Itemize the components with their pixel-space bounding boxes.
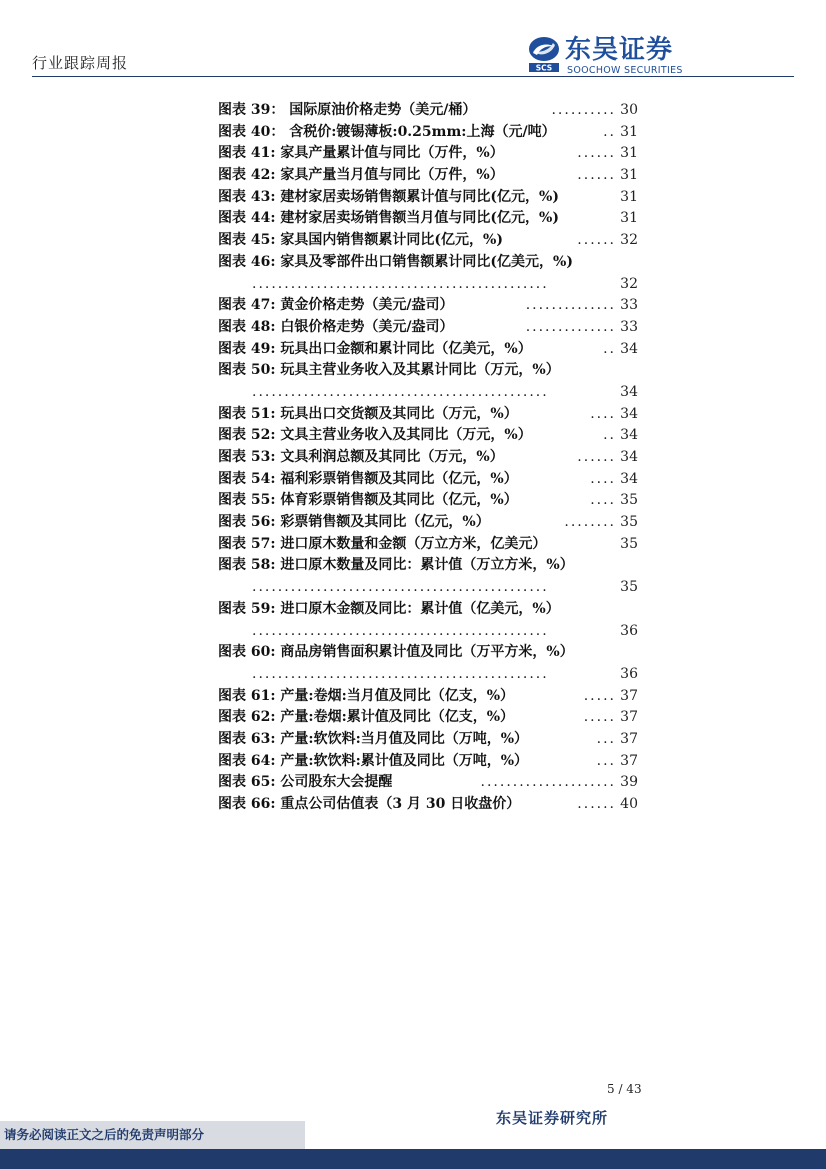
toc-entry[interactable] — [218, 187, 638, 209]
toc-leader-dots: .... — [586, 404, 616, 426]
toc-entry-label: 图表 47: 黄金价格走势（美元/盎司） — [218, 297, 454, 314]
toc-page-number: 31 — [618, 187, 638, 209]
toc-page-number: 34 — [618, 339, 638, 361]
toc-page-number: 33 — [618, 295, 638, 317]
toc-entry-label: 图表 48: 白银价格走势（美元/盎司） — [218, 318, 454, 335]
toc-entry[interactable] — [218, 360, 638, 382]
toc-entry[interactable] — [218, 772, 638, 794]
toc-entry-label: 图表 39： 国际原油价格走势（美元/桶） — [218, 102, 477, 118]
toc-page-number: 30 — [618, 100, 638, 122]
toc-entry-label: 图表 44: 建材家居卖场销售额当月值与同比(亿元，%) — [218, 210, 559, 227]
toc-entry-label: 图表 50: 玩具主营业务收入及其累计同比（万元，%） — [218, 362, 560, 379]
toc-entry[interactable] — [218, 469, 638, 491]
toc-page-number: 35 — [618, 490, 638, 512]
toc-continuation-line — [218, 274, 638, 296]
toc-entry[interactable] — [218, 208, 638, 230]
toc-entry[interactable] — [218, 599, 638, 621]
toc-page-number: 36 — [618, 621, 638, 643]
toc-entry[interactable] — [218, 100, 638, 122]
toc-page-number: 37 — [618, 729, 638, 751]
toc-leader-dots: .... — [586, 490, 616, 512]
toc-entry[interactable] — [218, 165, 638, 187]
toc-entry[interactable] — [218, 534, 638, 556]
toc-entry-label: 图表 41: 家具产量累计值与同比（万件，%） — [218, 145, 504, 162]
toc-entry-label: 图表 61: 产量:卷烟:当月值及同比（亿支，%） — [218, 687, 515, 704]
toc-entry[interactable] — [218, 794, 638, 816]
toc-entry-label: 图表 45: 家具国内销售额累计同比(亿元，%) — [218, 232, 503, 249]
toc-page-number: 37 — [618, 686, 638, 708]
toc-continuation-line — [218, 382, 638, 404]
toc-page-number: 34 — [618, 469, 638, 491]
toc-entry[interactable] — [218, 122, 638, 144]
toc-leader-dots: ...... — [573, 165, 616, 187]
institute-name: 东吴证券研究所 — [496, 1109, 609, 1127]
toc-page-number: 32 — [618, 230, 638, 252]
toc-page-number: 35 — [618, 577, 638, 599]
toc-entry[interactable] — [218, 252, 638, 274]
toc-page-number: 32 — [618, 274, 638, 296]
toc-leader-dots: ..... — [580, 686, 616, 708]
toc-leader-dots: ........ — [560, 512, 616, 534]
toc-entry[interactable] — [218, 729, 638, 751]
toc-entry-label: 图表 60: 商品房销售面积累计值及同比（万平方米，%） — [218, 644, 574, 661]
toc-entry[interactable] — [218, 490, 638, 512]
toc-page-number: 39 — [618, 772, 638, 794]
toc-entry-label: 图表 64: 产量:软饮料:累计值及同比（万吨，%） — [218, 752, 529, 769]
toc-entry-label: 图表 55: 体育彩票销售额及其同比（亿元，%） — [218, 492, 518, 509]
toc-entry-label: 图表 63: 产量:软饮料:当月值及同比（万吨，%） — [218, 730, 529, 747]
toc-page-number: 31 — [618, 165, 638, 187]
toc-leader-dots: .......... — [547, 100, 616, 122]
toc-entry[interactable] — [218, 447, 638, 469]
report-type-title: 行业跟踪周报 — [32, 54, 129, 72]
toc-page-number: 37 — [618, 751, 638, 773]
toc-entry[interactable] — [218, 143, 638, 165]
toc-leader-dots: .............................................. — [252, 275, 549, 292]
toc-entry-label: 图表 59: 进口原木金额及同比：累计值（亿美元，%） — [218, 600, 560, 617]
toc-entry-label: 图表 62: 产量:卷烟:累计值及同比（亿支，%） — [218, 709, 515, 726]
toc-entry-label: 图表 52: 文具主营业务收入及其同比（万元，%） — [218, 427, 532, 444]
toc-entry[interactable] — [218, 512, 638, 534]
toc-leader-dots: ...... — [573, 447, 616, 469]
toc-entry-label: 图表 66: 重点公司估值表（3 月 30 日收盘价） — [218, 796, 521, 812]
toc-leader-dots: ...... — [573, 143, 616, 165]
toc-page-number: 35 — [618, 512, 638, 534]
toc-page-number: 33 — [618, 317, 638, 339]
toc-entry[interactable] — [218, 425, 638, 447]
toc-page-number: 37 — [618, 707, 638, 729]
logo-mark-text: SCS — [535, 63, 553, 73]
toc-continuation-line — [218, 577, 638, 599]
toc-entry-label: 图表 49: 玩具出口金额和累计同比（亿美元，%） — [218, 340, 532, 357]
toc-leader-dots: .............................................. — [252, 665, 549, 682]
toc-page-number: 35 — [618, 534, 638, 556]
toc-entry[interactable] — [218, 751, 638, 773]
toc-leader-dots: .. — [599, 339, 616, 361]
toc-entry-label: 图表 43: 建材家居卖场销售额累计值与同比(亿元，%) — [218, 188, 559, 205]
logo-english-name: SOOCHOW SECURITIES — [567, 65, 683, 76]
logo-chinese-name: 东吴证券 — [565, 35, 674, 65]
toc-entry-label: 图表 56: 彩票销售额及其同比（亿元，%） — [218, 514, 490, 531]
toc-entry[interactable] — [218, 295, 638, 317]
toc-leader-dots: .............. — [522, 317, 616, 339]
toc-entry-label: 图表 58: 进口原木数量及同比：累计值（万立方米，%） — [218, 557, 574, 574]
disclaimer-banner: 请务必阅读正文之后的免责声明部分 — [0, 1121, 305, 1149]
toc-entry[interactable] — [218, 230, 638, 252]
toc-entry-label: 图表 54: 福利彩票销售额及其同比（亿元，%） — [218, 470, 518, 487]
soochow-logo-icon — [527, 35, 561, 73]
toc-entry-label: 图表 65: 公司股东大会提醒 — [218, 774, 393, 791]
toc-leader-dots: ... — [593, 729, 616, 751]
toc-leader-dots: ..... — [580, 707, 616, 729]
toc-entry[interactable] — [218, 317, 638, 339]
toc-leader-dots: .............................................. — [252, 622, 549, 639]
figure-list — [218, 100, 638, 816]
toc-leader-dots: .. — [599, 425, 616, 447]
toc-entry[interactable] — [218, 404, 638, 426]
toc-leader-dots: ...... — [573, 230, 616, 252]
toc-leader-dots: .............. — [522, 295, 616, 317]
toc-page-number: 34 — [618, 404, 638, 426]
toc-page-number: 31 — [618, 122, 638, 144]
toc-leader-dots: .. — [599, 122, 616, 144]
footer-band — [0, 1149, 826, 1169]
toc-entry[interactable] — [218, 686, 638, 708]
toc-leader-dots: .............................................. — [252, 383, 549, 400]
toc-page-number: 31 — [618, 208, 638, 230]
toc-page-number: 40 — [618, 794, 638, 816]
brand-logo — [527, 35, 692, 77]
toc-page-number: 36 — [618, 664, 638, 686]
toc-page-number: 34 — [618, 382, 638, 404]
toc-entry-label: 图表 42: 家具产量当月值与同比（万件，%） — [218, 167, 504, 184]
toc-entry[interactable] — [218, 555, 638, 577]
toc-leader-dots: .............................................. — [252, 579, 549, 596]
page-number: 5 / 43 — [607, 1082, 642, 1096]
toc-entry[interactable] — [218, 707, 638, 729]
toc-entry[interactable] — [218, 339, 638, 361]
toc-leader-dots: ..................... — [477, 772, 616, 794]
toc-continuation-line — [218, 664, 638, 686]
toc-entry-label: 图表 40： 含税价:镀锡薄板:0.25mm:上海（元/吨） — [218, 123, 556, 140]
toc-continuation-line — [218, 621, 638, 643]
toc-entry-label: 图表 53: 文具利润总额及其同比（万元，%） — [218, 449, 504, 465]
toc-leader-dots: .... — [586, 469, 616, 491]
toc-entry[interactable] — [218, 642, 638, 664]
toc-entry-label: 图表 51: 玩具出口交货额及其同比（万元，%） — [218, 405, 518, 422]
toc-leader-dots: ...... — [573, 794, 616, 816]
toc-entry-label: 图表 57: 进口原木数量和金额（万立方米，亿美元） — [218, 535, 547, 552]
toc-page-number: 34 — [618, 447, 638, 469]
toc-page-number: 34 — [618, 425, 638, 447]
toc-leader-dots: ... — [593, 751, 616, 773]
toc-page-number: 31 — [618, 143, 638, 165]
toc-entry-label: 图表 46: 家具及零部件出口销售额累计同比(亿美元，%) — [218, 253, 573, 270]
